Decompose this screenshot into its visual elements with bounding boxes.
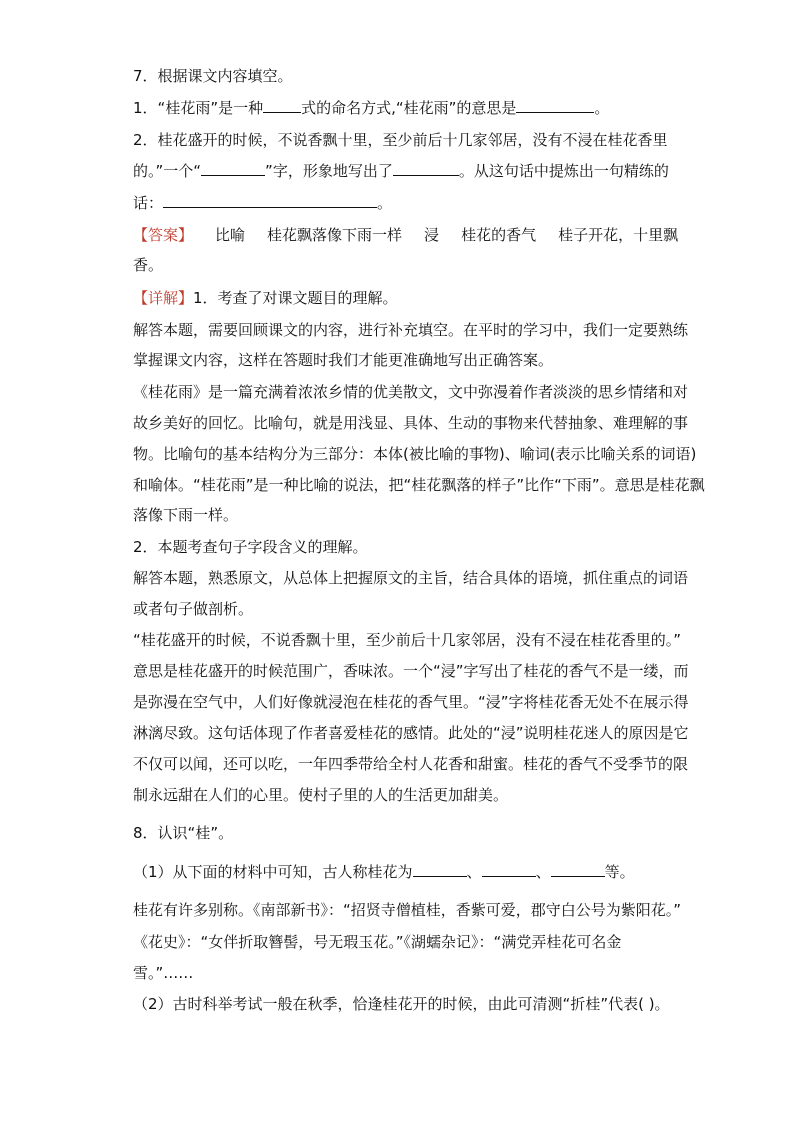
- paragraph-line: 掌握课文内容，这样在答题时我们才能更准确地写出正确答案。: [133, 351, 554, 369]
- blank[interactable]: [263, 98, 301, 113]
- q7-sub2-line2: 的。”一个“ ”字，形象地写出了 。从这句话中提炼出一句精练的: [133, 162, 669, 180]
- q7-sub1: 1．“桂花雨”是一种 式的命名方式,“桂花雨”的意思是 。: [133, 99, 610, 117]
- detail-line2: 2．本题考查句子字段含义的理解。: [133, 538, 368, 556]
- q8-title: 8．认识“桂”。: [133, 824, 234, 842]
- paragraph-line: 是弥漫在空气中，人们好像就浸泡在桂花的香气里。“浸”字将桂花香无处不在展示得: [133, 693, 689, 711]
- detail-label: 【详解】: [133, 289, 194, 307]
- paragraph-line: “桂花盛开的时候，不说香飘十里，至少前后十几家邻居，没有不浸在桂花香里的。”: [133, 631, 682, 649]
- answer-item: 桂花飘落像下雨一样: [267, 226, 403, 244]
- q7-sub2-line1: 2．桂花盛开的时候，不说香飘十里，至少前后十几家邻居，没有不浸在桂花香里: [133, 131, 668, 149]
- paragraph-line: 落像下雨一样。: [133, 506, 239, 524]
- blank[interactable]: [551, 862, 605, 877]
- answer-item: 桂子开花，十里飘: [558, 226, 679, 244]
- blank[interactable]: [413, 862, 467, 877]
- answer-tail: 香。: [133, 256, 164, 274]
- material-line: 《花史》：“女伴折取簪髻，号无瑕玉花。”《湖蠕杂记》：“满党弄桂花可名金: [133, 933, 622, 951]
- blank[interactable]: [393, 161, 459, 176]
- answer-item: 比喻: [215, 226, 246, 244]
- paragraph-line: 制永远甜在人们的心里。使村子里的人的生活更加甜美。: [133, 786, 509, 804]
- blank[interactable]: [201, 161, 265, 176]
- q8-sub1: （1）从下面的材料中可知，古人称桂花为 、 、 等。: [133, 863, 635, 881]
- blank[interactable]: [163, 193, 377, 208]
- material-line: 雪。”……: [133, 964, 194, 982]
- paragraph-line: 和喻体。“桂花雨”是一种比喻的说法，把“桂花飘落的样子”比作“下雨”。意思是桂花飘: [133, 476, 705, 494]
- q7-title: 7．根据课文内容填空。: [133, 67, 293, 85]
- answer-item: 浸: [424, 226, 440, 244]
- paragraph-line: 解答本题，熟悉原文，从总体上把握原文的主旨，结合具体的语境，抓住重点的词语: [133, 569, 689, 587]
- paragraph-line: 《桂花雨》是一篇充满着浓浓乡情的优美散文，文中弥漫着作者淡淡的思乡情绪和对: [133, 383, 689, 401]
- paragraph-line: 或者句子做剖析。: [133, 600, 254, 618]
- material-line: 桂花有许多别称。《南部新书》：“招贤寺僧植桂，香紫可爱，郡守白公号为紫阳花。”: [133, 901, 682, 919]
- blank[interactable]: [516, 98, 594, 113]
- q8-sub2: （2）古时科举考试一般在秋季，恰逢桂花开的时候，由此可清测“折桂”代表( )。: [133, 995, 670, 1013]
- detail-line1: 【详解】1．考查了对课文题目的理解。: [133, 289, 398, 307]
- paragraph-line: 解答本题，需要回顾课文的内容，进行补充填空。在平时的学习中，我们一定要熟练: [133, 321, 689, 339]
- answer-item: 桂花的香气: [461, 226, 537, 244]
- paragraph-line: 淋漓尽致。这句话体现了作者喜爱桂花的感情。此处的“浸”说明桂花迷人的原因是它: [133, 724, 689, 742]
- paragraph-line: 故乡美好的回忆。比喻句，就是用浅显、具体、生动的事物来代替抽象、难理解的事: [133, 414, 689, 432]
- answer-line: [133, 225, 678, 245]
- q7-sub2-line3: 话： 。: [133, 194, 393, 212]
- paragraph-line: 物。比喻句的基本结构分为三部分：本体(被比喻的事物)、喻词(表示比喻关系的词语): [133, 445, 697, 463]
- answer-label: 【答案】: [133, 226, 194, 244]
- blank[interactable]: [482, 862, 536, 877]
- paragraph-line: 意思是桂花盛开的时候范围广，香味浓。一个“浸”字写出了桂花的香气不是一缕，而: [133, 662, 689, 680]
- paragraph-line: 不仅可以闻，还可以吃，一年四季带给全村人花香和甜蜜。桂花的香气不受季节的限: [133, 755, 689, 773]
